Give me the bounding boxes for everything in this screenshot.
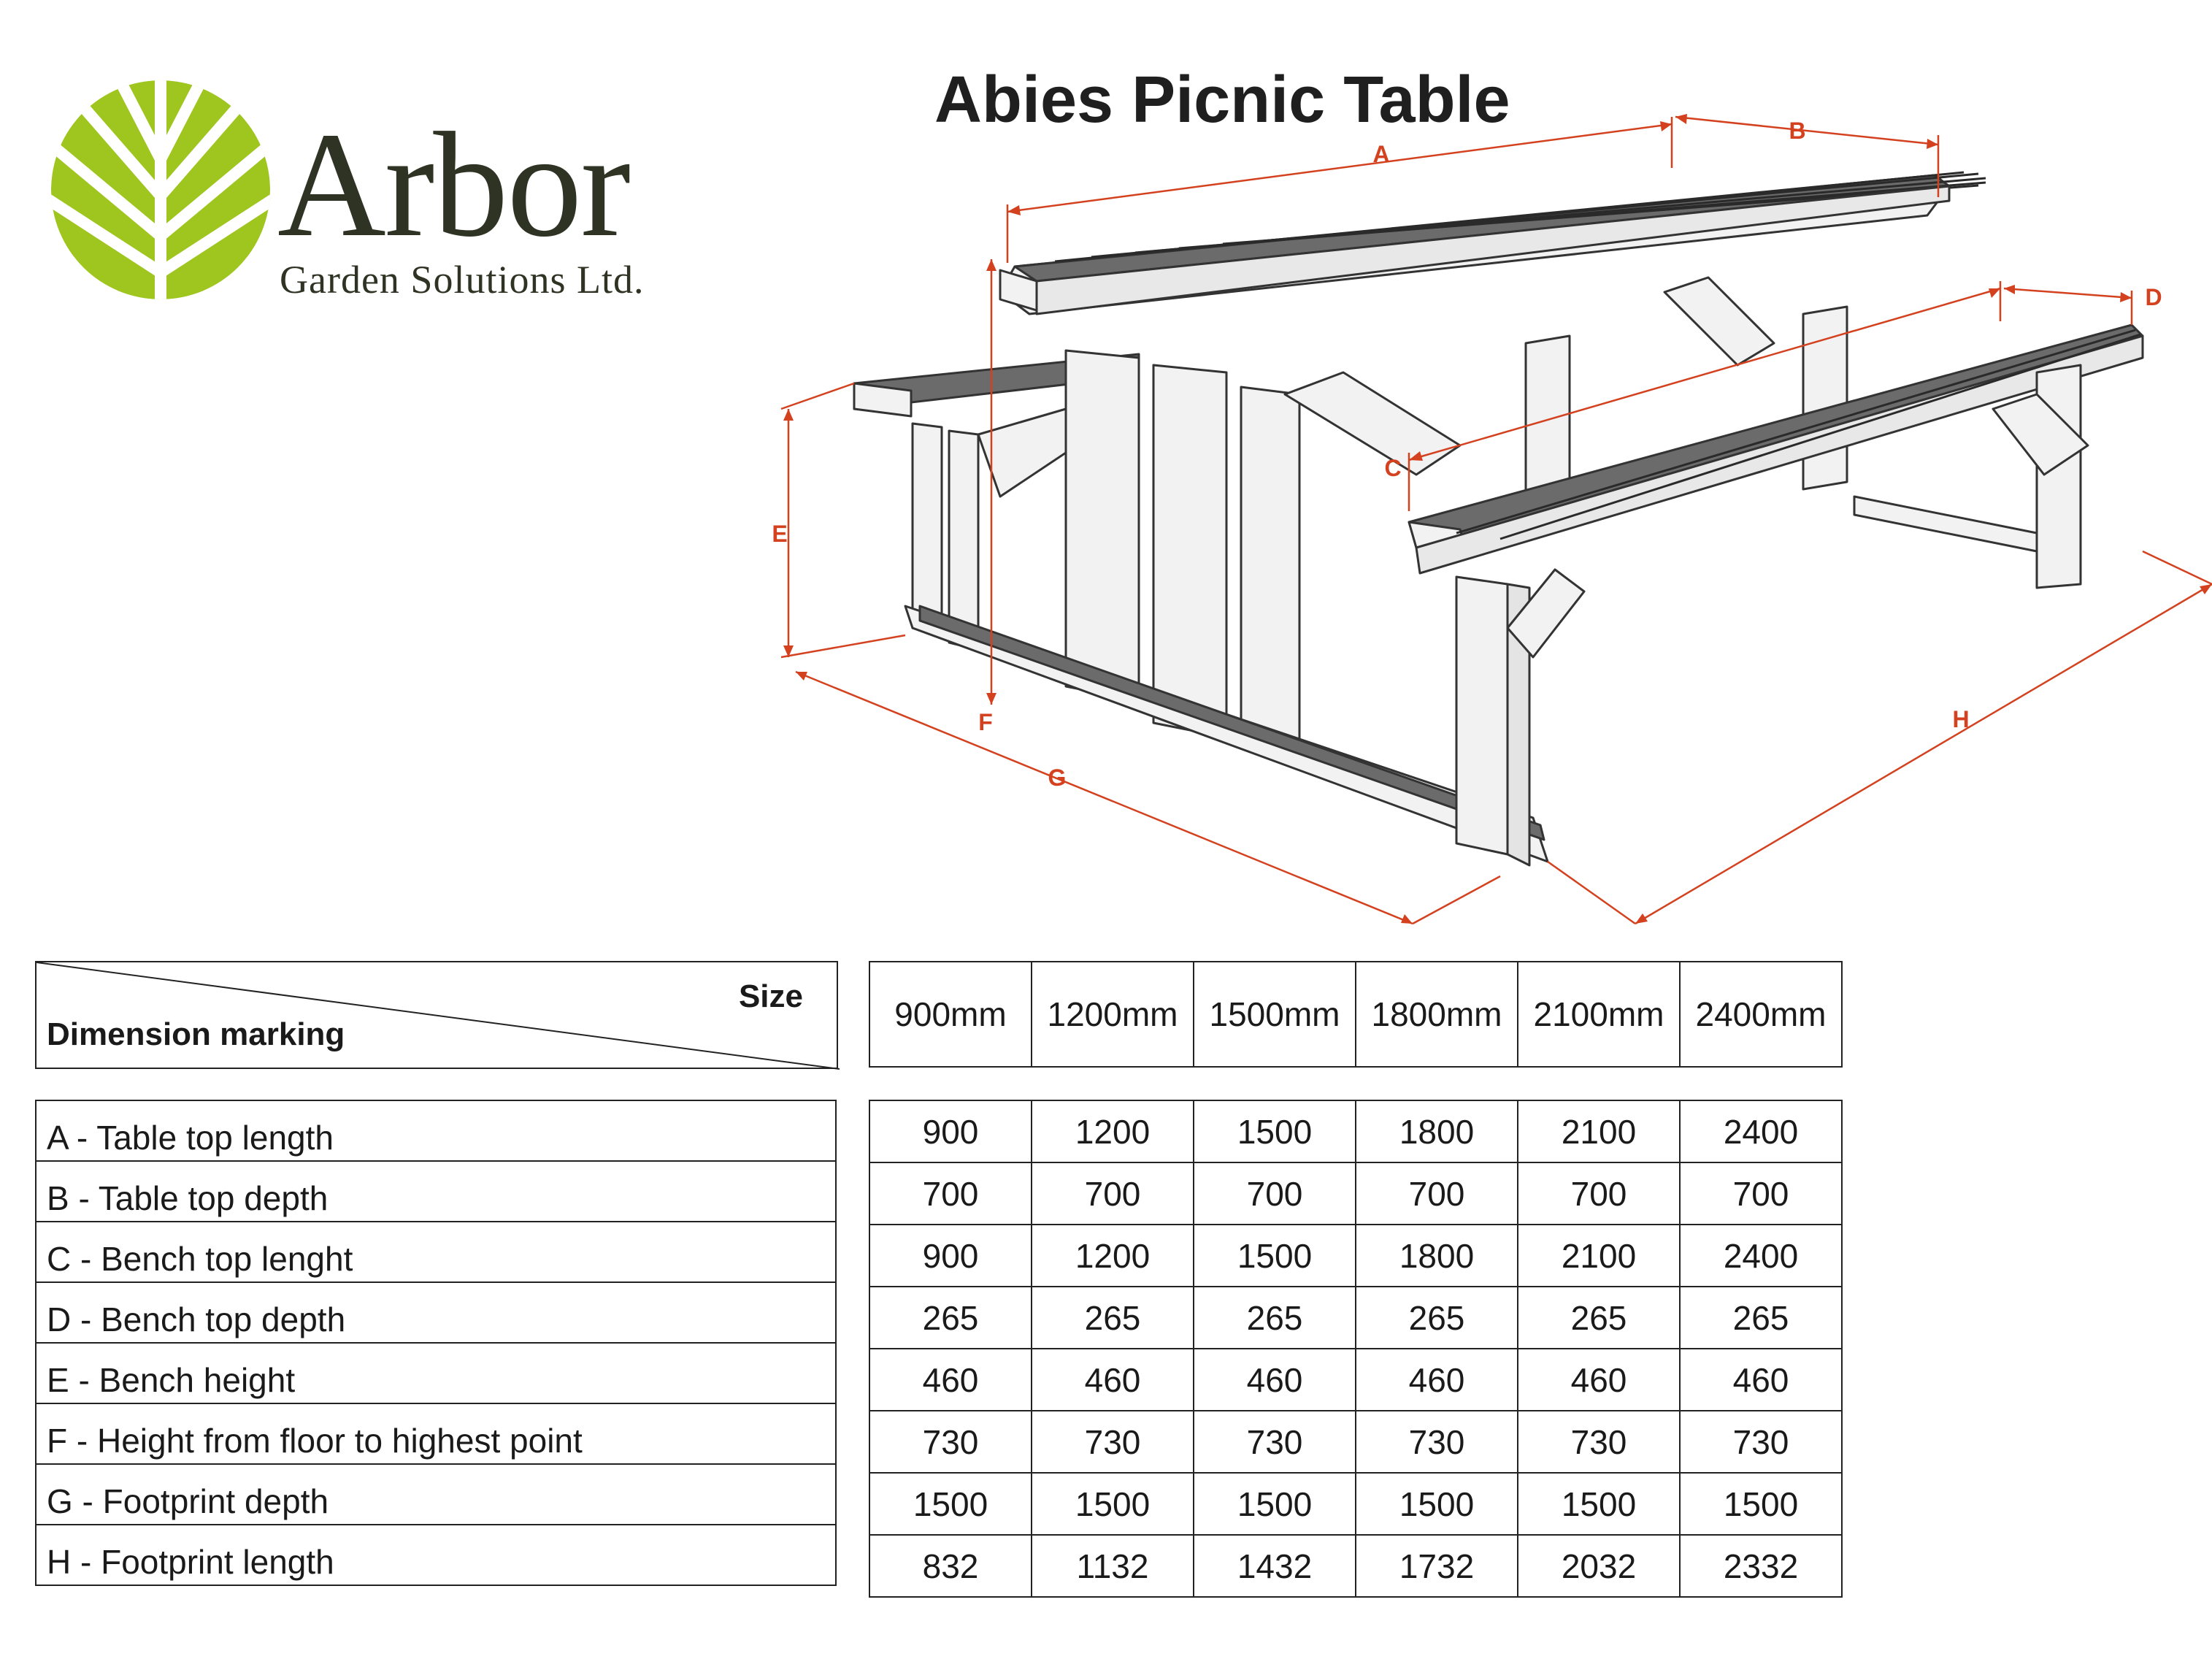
dim-label-f: F <box>978 709 993 735</box>
table-row <box>36 1100 836 1161</box>
value-cell: 700 <box>1032 1162 1194 1225</box>
value-cell: 1200 <box>1032 1100 1194 1162</box>
dim-label-h: H <box>1952 706 1970 732</box>
value-cell: 460 <box>869 1349 1032 1411</box>
size-header-table <box>869 961 1843 1068</box>
value-cell: 1500 <box>1194 1473 1356 1535</box>
row-label: G - Footprint depth <box>36 1464 836 1525</box>
table-row <box>869 1349 1842 1411</box>
value-cell: 1800 <box>1356 1225 1518 1287</box>
value-cell: 1500 <box>1032 1473 1194 1535</box>
page-title: Abies Picnic Table <box>934 64 1510 137</box>
size-column-label: Size <box>738 978 803 1014</box>
value-cell: 460 <box>1194 1349 1356 1411</box>
value-cell: 2400 <box>1680 1100 1842 1162</box>
dimension-marking-label: Dimension marking <box>47 1016 345 1052</box>
size-header-cell: 2400mm <box>1680 962 1842 1067</box>
value-cell: 2100 <box>1518 1225 1680 1287</box>
value-cell: 730 <box>1680 1411 1842 1473</box>
brand-tagline: Garden Solutions Ltd. <box>280 258 645 302</box>
dimension-table-corner-header <box>35 961 838 1069</box>
row-label: H - Footprint length <box>36 1525 836 1585</box>
value-cell: 700 <box>1356 1162 1518 1225</box>
table-row <box>869 1473 1842 1535</box>
value-cell: 1432 <box>1194 1535 1356 1597</box>
value-cell: 265 <box>1518 1287 1680 1349</box>
size-header-cell: 900mm <box>869 962 1032 1067</box>
value-cell: 1732 <box>1356 1535 1518 1597</box>
value-cell: 2032 <box>1518 1535 1680 1597</box>
value-cell: 1500 <box>869 1473 1032 1535</box>
dim-label-b: B <box>1789 118 1806 144</box>
value-cell: 1500 <box>1194 1100 1356 1162</box>
value-cell: 700 <box>1680 1162 1842 1225</box>
brand-name: Arbor <box>277 101 629 268</box>
value-cell: 1200 <box>1032 1225 1194 1287</box>
table-row <box>869 1287 1842 1349</box>
value-cell: 700 <box>869 1162 1032 1225</box>
table-row <box>869 1100 1842 1162</box>
table-row <box>869 1535 1842 1597</box>
table-row <box>36 1525 836 1585</box>
row-label: C - Bench top lenght <box>36 1222 836 1282</box>
row-label: D - Bench top depth <box>36 1282 836 1343</box>
table-row <box>36 1403 836 1464</box>
value-cell: 460 <box>1680 1349 1842 1411</box>
dim-label-c: C <box>1384 455 1402 481</box>
table-row <box>869 1162 1842 1225</box>
value-cell: 2400 <box>1680 1225 1842 1287</box>
value-cell: 730 <box>1194 1411 1356 1473</box>
row-label: A - Table top length <box>36 1100 836 1161</box>
value-cell: 265 <box>869 1287 1032 1349</box>
size-header-cell: 2100mm <box>1518 962 1680 1067</box>
value-cell: 265 <box>1356 1287 1518 1349</box>
table-row <box>36 1222 836 1282</box>
value-cell: 265 <box>1194 1287 1356 1349</box>
table-row <box>36 1282 836 1343</box>
value-cell: 265 <box>1680 1287 1842 1349</box>
row-label: F - Height from floor to highest point <box>36 1403 836 1464</box>
value-cell: 1500 <box>1194 1225 1356 1287</box>
size-header-cell: 1500mm <box>1194 962 1356 1067</box>
value-cell: 460 <box>1356 1349 1518 1411</box>
table-row <box>36 1161 836 1222</box>
value-cell: 730 <box>869 1411 1032 1473</box>
row-label: B - Table top depth <box>36 1161 836 1222</box>
value-cell: 900 <box>869 1100 1032 1162</box>
dim-label-e: E <box>772 521 788 547</box>
logo-leaf-icon <box>50 79 272 301</box>
value-cell: 730 <box>1518 1411 1680 1473</box>
row-label: E - Bench height <box>36 1343 836 1403</box>
value-cell: 900 <box>869 1225 1032 1287</box>
dim-label-g: G <box>1048 765 1067 791</box>
size-header-cell: 1800mm <box>1356 962 1518 1067</box>
dimension-values-table <box>869 1100 1843 1598</box>
picnic-table-diagram <box>730 102 2212 942</box>
size-header-row <box>869 962 1842 1067</box>
value-cell: 2332 <box>1680 1535 1842 1597</box>
value-cell: 1132 <box>1032 1535 1194 1597</box>
value-cell: 1500 <box>1680 1473 1842 1535</box>
table-row <box>869 1411 1842 1473</box>
value-cell: 832 <box>869 1535 1032 1597</box>
value-cell: 700 <box>1194 1162 1356 1225</box>
value-cell: 1800 <box>1356 1100 1518 1162</box>
value-cell: 1500 <box>1518 1473 1680 1535</box>
value-cell: 2100 <box>1518 1100 1680 1162</box>
value-cell: 730 <box>1356 1411 1518 1473</box>
value-cell: 460 <box>1032 1349 1194 1411</box>
value-cell: 700 <box>1518 1162 1680 1225</box>
value-cell: 730 <box>1032 1411 1194 1473</box>
value-cell: 1500 <box>1356 1473 1518 1535</box>
size-header-cell: 1200mm <box>1032 962 1194 1067</box>
table-row <box>36 1343 836 1403</box>
dim-label-a: A <box>1372 141 1390 167</box>
dimension-labels-table <box>35 1100 837 1586</box>
table-row <box>36 1464 836 1525</box>
value-cell: 460 <box>1518 1349 1680 1411</box>
dim-label-d: D <box>2145 284 2162 310</box>
value-cell: 265 <box>1032 1287 1194 1349</box>
table-row <box>869 1225 1842 1287</box>
